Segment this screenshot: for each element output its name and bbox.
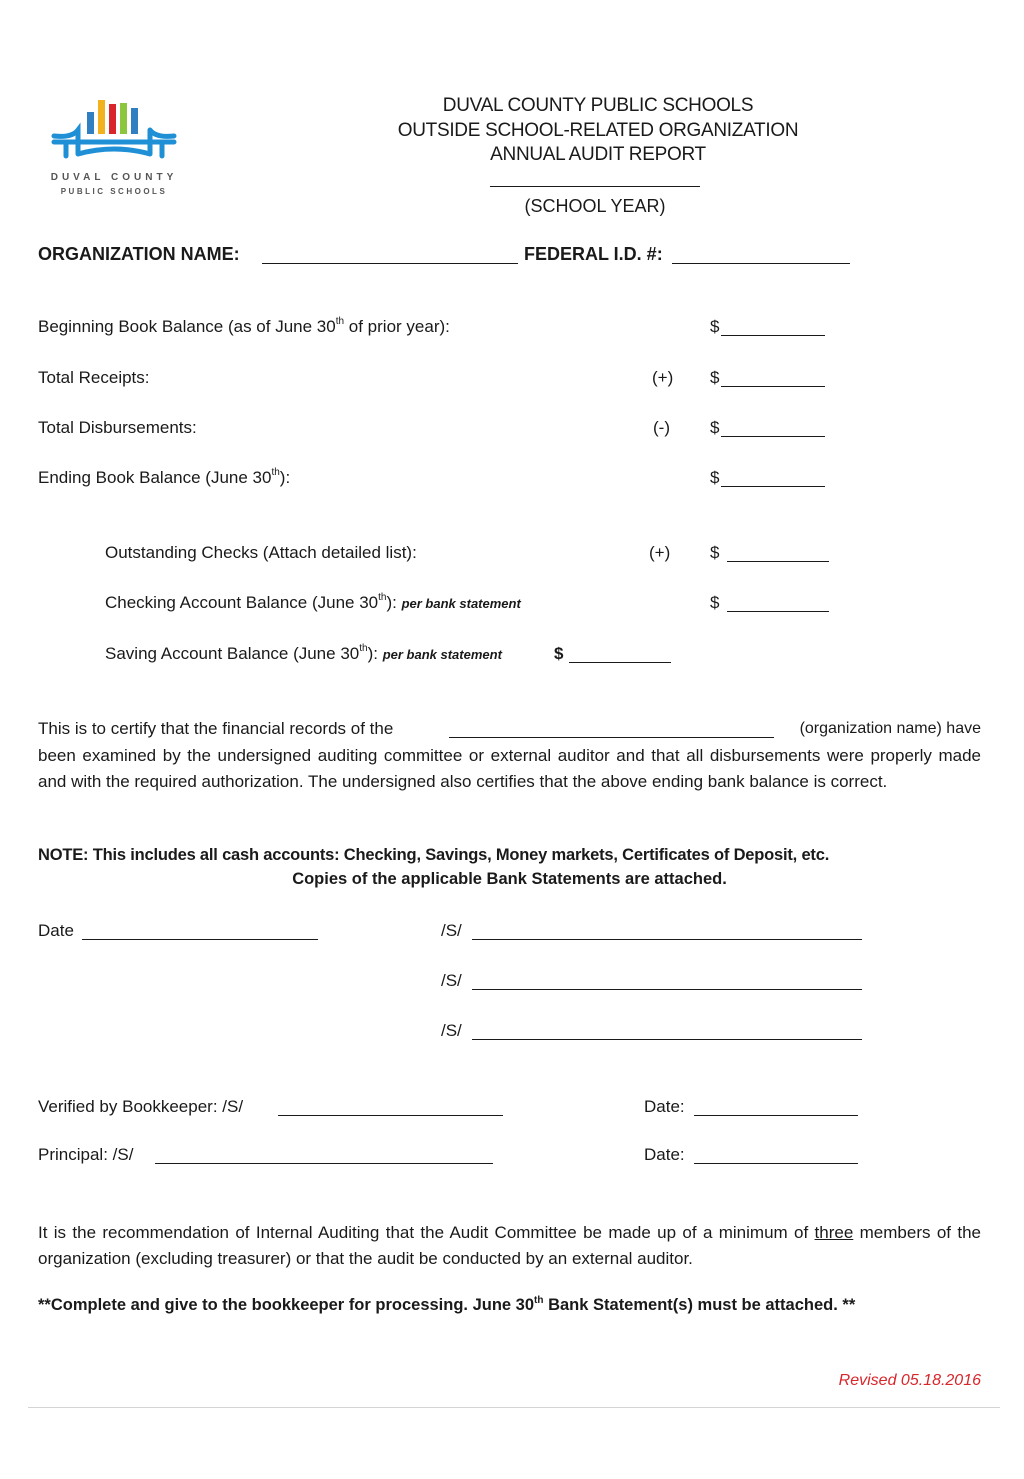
report-header: [340, 94, 856, 168]
beginning-balance-label: [38, 317, 450, 337]
org-name-label: ORGANIZATION NAME:: [38, 244, 240, 264]
total-disbursements-sign: (-): [653, 418, 670, 437]
recommendation-text: [38, 1220, 981, 1271]
note-line-1: NOTE: This includes all cash accounts: Checking, Savings, Money markets, Certificates of Deposit, etc.: [38, 846, 830, 864]
ending-balance-label: [38, 468, 290, 488]
sig-mark-1: /S/: [441, 921, 462, 940]
checking-balance-field[interactable]: [727, 611, 829, 612]
sig-date-label: Date: [38, 921, 74, 940]
sig-line-1[interactable]: [472, 939, 862, 940]
certify-org-hint: (organization name) have: [799, 720, 981, 737]
saving-balance-text: Saving Account Balance (June 30: [105, 644, 360, 663]
sig-date-field[interactable]: [82, 939, 318, 940]
logo-bar-5: [131, 108, 138, 134]
total-disbursements-label: Total Disbursements:: [38, 418, 197, 437]
outstanding-checks-label: Outstanding Checks (Attach detailed list):: [105, 543, 417, 562]
header-title-3: ANNUAL AUDIT REPORT: [490, 144, 706, 165]
ending-balance-post: ):: [279, 468, 291, 487]
principal-date-field[interactable]: [694, 1163, 858, 1164]
ending-balance-sup: th: [271, 467, 280, 479]
outstanding-checks-field[interactable]: [727, 561, 829, 562]
logo-text-line2: PUBLIC SCHOOLS: [60, 187, 168, 196]
ending-balance-text: Ending Book Balance (June 30: [38, 468, 272, 487]
header-title-2: OUTSIDE SCHOOL-RELATED ORGANIZATION: [397, 119, 799, 141]
certify-org-field[interactable]: [449, 737, 774, 738]
saving-balance-dollar: $: [554, 644, 564, 663]
complete-notice-post: Bank Statement(s) must be attached. **: [543, 1296, 856, 1314]
federal-id-label: FEDERAL I.D. #:: [524, 244, 663, 264]
logo-graphic: [34, 86, 194, 166]
ending-balance-dollar: $: [710, 468, 720, 487]
total-receipts-label: Total Receipts:: [38, 368, 150, 387]
checking-balance-dollar: $: [710, 593, 720, 612]
bookkeeper-date-label: Date:: [644, 1097, 685, 1116]
certify-start: This is to certify that the financial records of the: [38, 719, 394, 738]
checking-balance-text: Checking Account Balance (June 30: [105, 593, 379, 612]
logo-bar-2: [98, 100, 105, 134]
note-line-2: Copies of the applicable Bank Statements are attached.: [292, 870, 727, 888]
logo-bar-3: [109, 104, 116, 134]
logo-text-line1: DUVAL COUNTY: [50, 172, 178, 183]
sig-mark-2: /S/: [441, 971, 462, 990]
total-receipts-sign: (+): [652, 368, 674, 387]
principal-label: Principal: /S/: [38, 1145, 134, 1164]
checking-balance-post: ):: [386, 593, 397, 612]
total-receipts-field[interactable]: [721, 386, 825, 387]
beginning-balance-dollar: $: [710, 317, 720, 336]
outstanding-checks-dollar: $: [710, 543, 720, 562]
federal-id-field[interactable]: [672, 263, 850, 264]
total-disbursements-dollar: $: [710, 418, 720, 437]
saving-balance-field[interactable]: [569, 662, 671, 663]
beginning-balance-text: Beginning Book Balance (as of June 30: [38, 317, 336, 336]
bookkeeper-date-field[interactable]: [694, 1115, 858, 1116]
complete-notice-sup: th: [534, 1294, 544, 1306]
saving-balance-post: ):: [367, 644, 378, 663]
beginning-balance-field[interactable]: [721, 335, 825, 336]
recommendation-post: members of the organization (excluding treasurer) or that the audit be conducted by an external auditor.: [38, 1223, 981, 1268]
saving-balance-label: [105, 644, 502, 664]
sig-line-2[interactable]: [472, 989, 862, 990]
total-disbursements-field[interactable]: [721, 436, 825, 437]
header-title-1: DUVAL COUNTY PUBLIC SCHOOLS: [442, 95, 754, 116]
saving-balance-note: per bank statement: [382, 647, 502, 662]
recommendation-pre: It is the recommendation of Internal Auditing that the Audit Committee be made up of a minimum of: [38, 1223, 809, 1242]
revised-date: Revised 05.18.2016: [838, 1372, 981, 1389]
beginning-balance-post: of prior year):: [344, 317, 450, 336]
complete-notice-text: **Complete and give to the bookkeeper for processing. June 30: [38, 1296, 535, 1314]
school-year-label: (SCHOOL YEAR): [524, 196, 666, 216]
checking-balance-note: per bank statement: [401, 596, 521, 611]
principal-signature-field[interactable]: [155, 1163, 493, 1164]
checking-balance-label: [105, 593, 521, 613]
page-bottom-divider: [28, 1407, 1000, 1408]
total-receipts-dollar: $: [710, 368, 720, 387]
certify-body: been examined by the undersigned auditing committee or external auditor and that all disbursements were properly made and with the required authorization. The undersigned also certifies that the above ending bank balance is correct.: [38, 746, 981, 791]
outstanding-checks-sign: (+): [649, 543, 671, 562]
saving-balance-sup: th: [359, 643, 368, 655]
district-logo: [34, 86, 194, 206]
bookkeeper-label: Verified by Bookkeeper: /S/: [38, 1097, 244, 1116]
checking-balance-sup: th: [378, 592, 387, 604]
org-name-field[interactable]: [262, 263, 518, 264]
recommendation-underlined: three: [814, 1223, 854, 1242]
complete-notice: [38, 1296, 855, 1315]
school-year-blank[interactable]: [490, 186, 700, 187]
sig-mark-3: /S/: [441, 1021, 462, 1040]
logo-bar-4: [120, 103, 127, 134]
ending-balance-field[interactable]: [721, 486, 825, 487]
principal-date-label: Date:: [644, 1145, 685, 1164]
bookkeeper-signature-field[interactable]: [278, 1115, 503, 1116]
logo-bar-1: [87, 112, 94, 134]
beginning-balance-sup: th: [335, 316, 345, 328]
sig-line-3[interactable]: [472, 1039, 862, 1040]
